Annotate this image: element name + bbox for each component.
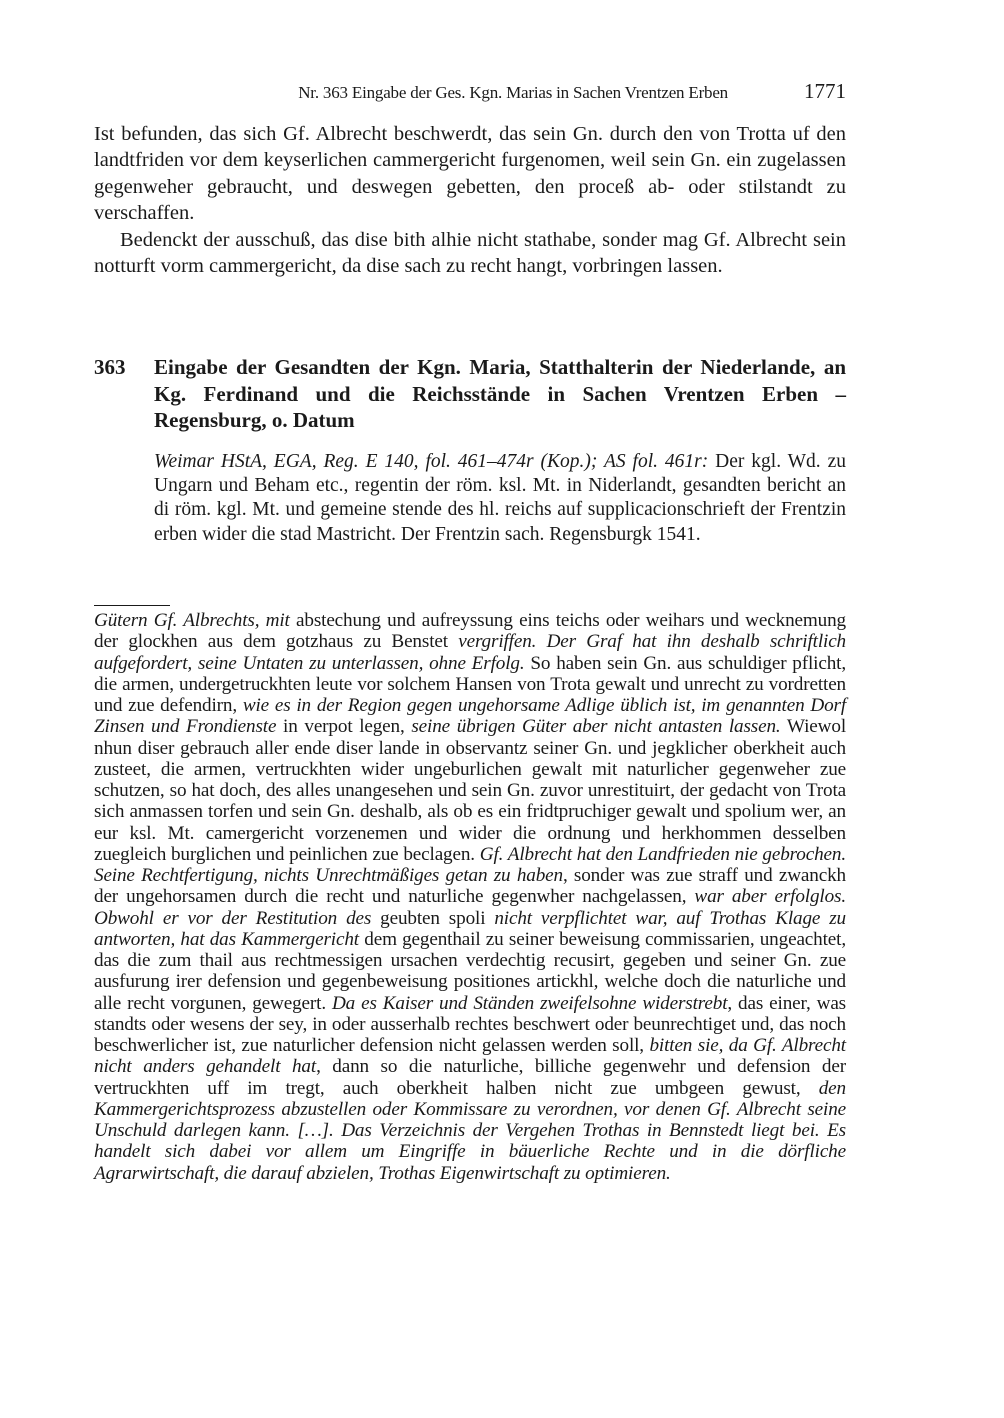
body-text <box>94 121 846 279</box>
footnote-separator <box>94 605 170 606</box>
source-note <box>154 450 846 547</box>
body-paragraph: Bedenckt der ausschuß, das dise bith alhie nicht stathabe, sonder mag Gf. Albrecht sein notturft vorm cammergericht, da dise sach zu recht hangt, vorbringen lassen. <box>94 228 846 278</box>
source-citation: Weimar HStA, EGA, Reg. E 140, fol. 461–474r (Kop.); AS fol. 461r: <box>154 451 709 472</box>
footnote-segment: den Kammergerichtsprozess abzustellen oder Kommissare zu verordnen, vor denen Gf. Albrecht seine Unschuld darlegen kann. […]. Das Verzeichnis der Vergehen Trothas in Bennstedt liegt bei. Es handelt sich dabei vor allem um Eingriffe in bäuerliche Rechte und in die dörfliche Agrarwirtschaft, die darauf abzielen, Trothas Eigenwirtschaft zu optimieren. <box>94 1077 846 1184</box>
running-head-title: Nr. 363 Eingabe der Ges. Kgn. Marias in Sachen Vrentzen Erben <box>298 83 728 102</box>
source-text: Der kgl. Wd. zu Ungarn und Beham etc., regentin der röm. ksl. Mt. in Niderlandt, gesandten bericht an di röm. kgl. Mt. und gemeine stende des hl. reichs auf supplicacionschrieft der Frentzin erben wider die stad Mastricht. Der Frentzin sach. Regensburgk 1541. <box>154 451 846 545</box>
footnote-segment: , das einer, was standts oder wesens der sey, in oder ausserhalb rechtes beschwert oder beunrechtiget und, das noch beschwerlicher ist, zue naturlicher defension nicht gelassen werden soll, <box>94 992 847 1056</box>
footnote-segment: Gütern Gf. Albrechts, mit <box>94 610 290 631</box>
footnote-segment: geubten spoli <box>371 907 495 929</box>
body-paragraph: Ist befunden, das sich Gf. Albrecht beschwerdt, das sein Gn. durch den von Trotta uf den landtfriden vor dem keyserlichen cammergericht furgenomen, weil sein Gn. ein zugelassen gegenweher gebraucht, und deswegen gebetten, den proceß ab- oder stilstandt zu verschaffen. <box>94 123 846 225</box>
page-number: 1771 <box>804 79 846 103</box>
footnote-segment: , dann so die naturliche, billiche gegenwehr und defension der vertruckhten uff im tregt, auch oberkheit halben nicht zue umbgeen gewust, <box>94 1056 846 1099</box>
footnote-segment: Da es Kaiser und Ständen zweifelsohne widerstrebt <box>331 992 728 1014</box>
running-head <box>94 80 846 106</box>
footnote-segment: Gf. Albrecht hat den Landfrieden nie gebrochen. Seine Rechtfertigung, nichts Unrechtmäßiges getan zu haben <box>94 843 846 886</box>
footnote-segment: vergriffen. Der Graf hat ihn deshalb schriftlich aufgefordert, seine Untaten zu unterlassen, ohne Erfolg. <box>94 631 847 674</box>
footnote <box>94 610 846 1184</box>
footnote-segment: Wiewol nhun diser gebrauch aller ende diser lande in observantz seiner Gn. und jegklicher oberkheit auch zusteet, die armen, vertruckhten wider ungeburlichen gewalt mit naturlicher gegenweher zue schutzen, so hat doch, des alles unangesehen und sein Gn. zuvor unrestituirt, der gedacht von Trota sich anmassen torfen und sein Gn. deshalb, als ob es ein fridtpruchiger gewalt und spolium wer, an eur ksl. Mt. camergericht vorzenemen und wider die ordnung und herkhommen desselben zuegleich burglichen und peinlichen zue beclagen. <box>94 716 846 865</box>
footnote-segment: dem gegenthail zu seiner beweisung commissarien, ungeachtet, das die zum thail aus rechtmessigen ursachen verdechtig recusirt, gegeben und seiner Gn. zue ausfurung irer defension und gegenbeweisung positiones artickhl, welche doch die naturliche und alle recht vorgunen, gewegert. <box>94 928 846 1014</box>
footnote-segment: So haben sein Gn. aus schuldiger pflicht, die armen, undergetruckhten leute vor solchem Hansen von Trota gewalt und unrecht zu vordretten und zue defendirn, <box>94 652 846 716</box>
footnote-segment: wie es in der Region gegen ungehorsame Adlige üblich ist, im genannten Dorf Zinsen und Frondienste <box>94 695 847 738</box>
footnote-segment: bitten sie, da Gf. Albrecht nicht anders gehandelt hat <box>94 1035 846 1078</box>
footnote-segment: in verpot legen, <box>276 716 412 738</box>
document-number: 363 <box>94 355 126 379</box>
footnote-segment: abstechung und aufreyssung eins teichs oder weihars und wecknemung der glockhen aus dem gotzhaus zu Benstet <box>94 610 846 653</box>
footnote-segment: , sonder was zue straff und zwanckh der ungehorsamen durch die recht und naturliche gegenwher nachgelassen, <box>94 865 846 908</box>
footnote-segment: nicht verpflichtet war, auf Trothas Klage zu antworten, hat das Kammergericht <box>94 907 846 950</box>
footnote-segment: war aber erfolglos. Obwohl er vor der Restitution des <box>94 886 846 929</box>
footnote-segment: seine übrigen Güter aber nicht antasten lassen. <box>411 716 781 738</box>
document-title: Eingabe der Gesandten der Kgn. Maria, Statthalterin der Niederlande, an Kg. Ferdinand und die Reichsstände in Sachen Vrentzen Erben – Regensburg, o. Datum <box>154 355 846 432</box>
